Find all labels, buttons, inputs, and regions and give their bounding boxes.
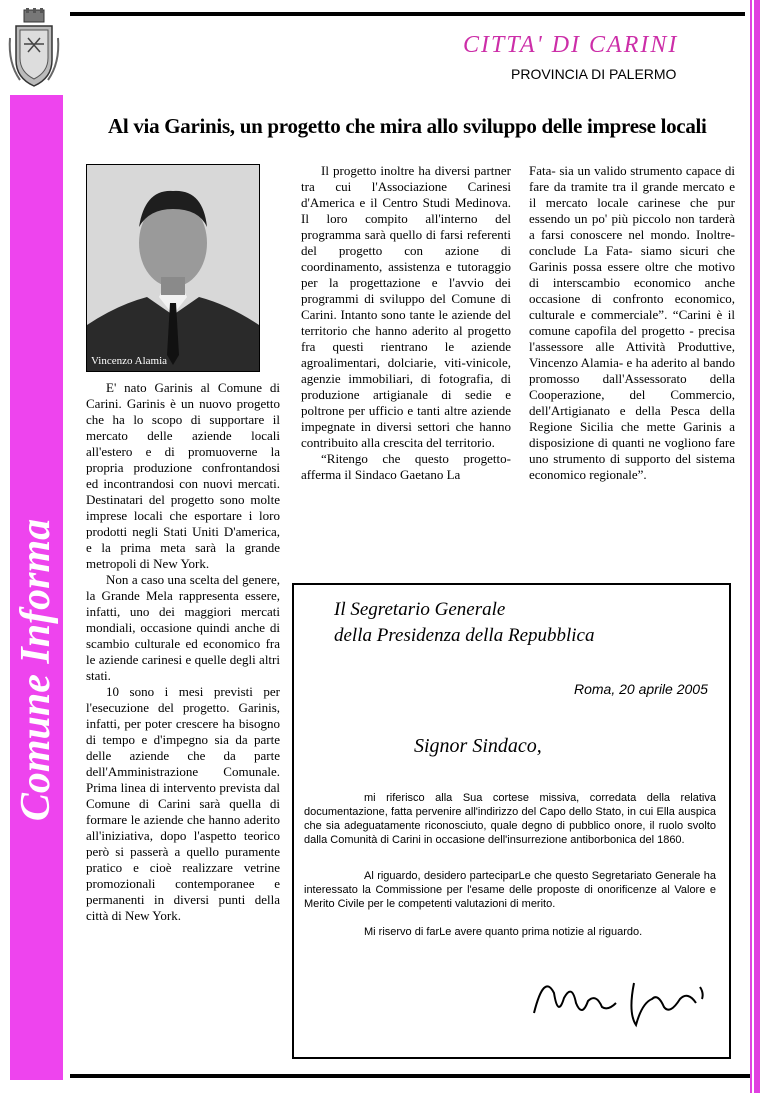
paragraph: Fata- sia un valido strumento capace di fare da tramite tra il grande mercato e il mercato locale carinese che pur essendo un po' più piccolo non tarderà a farsi conoscere nel mondo. Inoltre- conclude La Fata- siamo sicuri che Garinis possa essere oltre che motivo di interscambio economico anche occasione di confronto economico, culturale e commerciale”. “Carini è il comune capofila del progetto - precisa l'assessore alle Attività Produttive, Vincenzo Alamia- e ha aderito al bando promosso dall'Assessorato della Cooperazione, del Commercio, dell'Artigianato e della Pesca della Regione Sicilia che mette Garinis a disposizione di quanti ne vogliono fare uno strumento di supporto del sistema economico regionale”. bbox=[529, 163, 735, 482]
letter-salutation: Signor Sindaco, bbox=[414, 735, 542, 757]
letter-heading-1: Il Segretario Generale bbox=[334, 599, 506, 620]
article-column-2 bbox=[301, 163, 511, 483]
right-bar-divider bbox=[752, 0, 754, 1093]
paragraph: “Ritengo che questo progetto- afferma il Sindaco Gaetano La bbox=[301, 451, 511, 482]
sidebar-label: Comune Informa bbox=[13, 518, 59, 822]
article-headline: Al via Garinis, un progetto che mira allo sviluppo delle imprese locali bbox=[108, 114, 707, 138]
photo-caption: Vincenzo Alamia bbox=[91, 355, 168, 367]
top-rule bbox=[70, 12, 745, 16]
paragraph: Il progetto inoltre ha diversi partner tra cui l'Associazione Carinesi d'America e il Centro Studi Medinova. Il loro compito all'interno del programma sarà quello di farsi referenti del progetto con azione di coordinamento, assistenza e tutoraggio per la progettazione e l'avvio dei programmi di sviluppo del Comune di Carini. Intanto sono tante le aziende del territorio che hanno aderito al progetto fra questi rientrano le aziende agroalimentari, dolciarie, viti-vinicole, agenzie immobiliari, di fotografia, di produzione artigianale di sedie e poltrone per ufficio e tanti altre aziende impegnate in diversi settori che hanno contribuito alla crescita del territorio. bbox=[301, 163, 511, 450]
city-crest-icon bbox=[6, 8, 62, 90]
presidency-letter bbox=[292, 583, 731, 1059]
handwritten-signature bbox=[524, 963, 724, 1033]
paragraph: E' nato Garinis al Comune di Carini. Garinis è un nuovo progetto che ha lo scopo di supportare il mercato delle aziende locali all'estero e di promuoverne la propria produzione confrontandosi ed incontrandosi con nuovi mercati. Destinatari del progetto sono molte imprese locali che esportare i loro prodotti negli Stati Uniti D'america, e la prima meta sarà la grande metropoli di New York. bbox=[86, 380, 280, 571]
letter-date: Roma, 20 aprile 2005 bbox=[574, 681, 708, 697]
paragraph: 10 sono i mesi previsti per l'esecuzione del progetto. Garinis, infatti, per poter crescere ha bisogno di tempo e d'impegno sia da parte delle aziende che da parte dell'Amministrazione Comunale. Prima linea di intervento prevista dal Comune di Carini sarà quella di formare le aziende che hanno aderito all'iniziativa, dopo l'aspetto teorico però si passerà a quello puramente pratico e cioè realizzare vetrine promozionali contemporanee e permanenti in diversi punti della città di New York. bbox=[86, 684, 280, 923]
letter-heading-2: della Presidenza della Repubblica bbox=[334, 625, 595, 646]
city-title: CITTA' DI CARINI bbox=[463, 32, 679, 58]
province-label: PROVINCIA DI PALERMO bbox=[511, 66, 677, 82]
sidebar-band bbox=[10, 95, 63, 1080]
portrait-photo bbox=[86, 164, 260, 372]
letter-paragraph-3: Mi riservo di farLe avere quanto prima notizie al riguardo. bbox=[364, 926, 643, 938]
article-column-3 bbox=[529, 163, 735, 483]
bottom-rule bbox=[70, 1074, 755, 1078]
article-column-1 bbox=[86, 380, 280, 924]
portrait-image bbox=[87, 165, 259, 371]
letter-paragraph-2: Al riguardo, desidero parteciparLe che questo Segretariato Generale ha interessato la Commissione per l'esame delle proposte di onorificenze al Valore e Merito Civile per le competenti valutazioni di merito. bbox=[304, 870, 716, 910]
letter-paragraph-1: mi riferisco alla Sua cortese missiva, corredata della relativa documentazione, fatta pervenire all'indirizzo del Capo dello Stato, in cui Ella auspica che sia adeguatamente riconosciuto, quale degno di pubblico onore, il ruolo svolto dalla Comunità di Carini in occasione dell'insurrezione antiborbonica del 1860. bbox=[304, 792, 716, 846]
paragraph: Non a caso una scelta del genere, la Grande Mela rappresenta essere, infatti, uno dei maggiori mercati mondiali, occasione quindi anche di scambio culturale ed economico fra le aziende carinesi e quelle degli altri stati. bbox=[86, 572, 280, 683]
